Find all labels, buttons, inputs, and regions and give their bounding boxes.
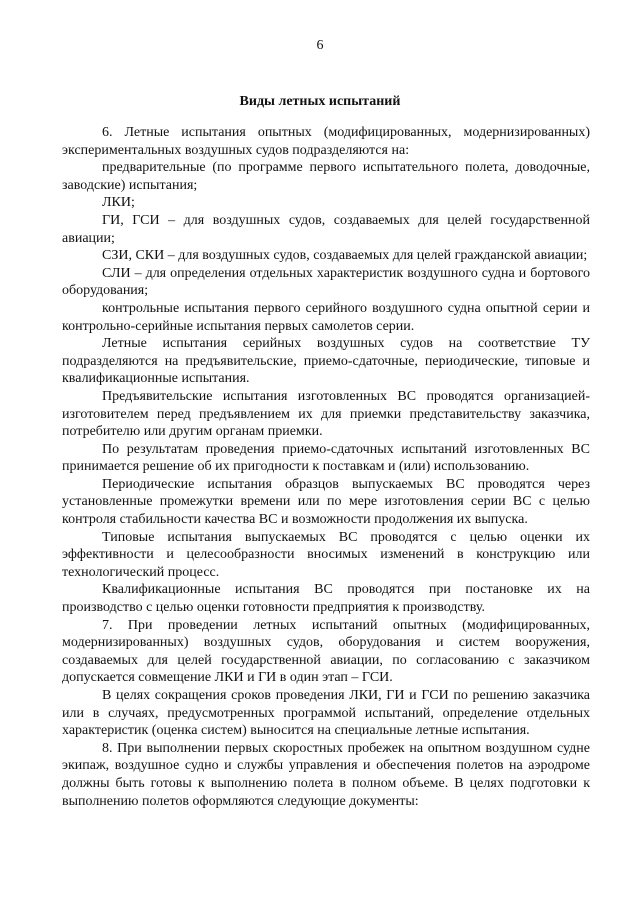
page-number: 6 <box>316 38 324 53</box>
paragraph-serial-tests: Летные испытания серийных воздушных судов на соответствие ТУ подразделяются на предъявительские, приемо-сдаточные, периодические, типовые и квалификационные испытания. <box>62 336 590 387</box>
paragraph-periodic-tests: Периодические испытания образцов выпускаемых ВС проводятся через установленные промежутки времени или по мере изготовления серии ВС с целью контроля стабильности качества ВС и возможности продолжения их выпуска. <box>62 476 590 528</box>
paragraph-type-tests: Типовые испытания выпускаемых ВС проводятся с целью оценки их эффективности и целесообразности вносимых изменений в конструкцию или технологический процесс. <box>62 529 590 580</box>
paragraph-7-timing: В целях сокращения сроков проведения ЛКИ, ГИ и ГСИ по решению заказчика или в случаях, предусмотренных программой испытаний, определение отдельных характеристик (оценка систем) выносится на специальные летные испытания. <box>62 688 590 739</box>
body-text <box>62 124 590 810</box>
paragraph-7: 7. При проведении летных испытаний опытных (модифицированных, модернизированных) воздушных судов, оборудования и систем вооружения, создаваемых для целей государственной авиации, по согласованию с заказчиком допускается совмещение ЛКИ и ГИ в один этап – ГСИ. <box>62 617 590 686</box>
paragraph-qualification-tests: Квалификационные испытания ВС проводятся при постановке их на производство с целью оценки готовности предприятия к производству. <box>62 582 590 616</box>
list-item-lki: ЛКИ; <box>102 195 135 211</box>
paragraph-8: 8. При выполнении первых скоростных пробежек на опытном воздушном судне экипаж, воздушное судно и службы управления и обеспечения полетов на аэродроме должны быть готовы к выполнению полета в полном объеме. В целях подготовки к выполнению полетов оформляются следующие документы: <box>62 740 590 809</box>
list-item-preliminary-tests: предварительные (по программе первого испытательного полета, доводочные, заводские) испытания; <box>62 160 590 193</box>
list-item-szi-ski: СЗИ, СКИ – для воздушных судов, создаваемых для целей гражданской авиации; <box>102 248 588 264</box>
list-item-gi-gsi: ГИ, ГСИ – для воздушных судов, создаваемых для целей государственной авиации; <box>62 212 590 246</box>
list-item-control-tests: контрольные испытания первого серийного воздушного судна опытной серии и контрольно-серийные испытания первых самолетов серии. <box>62 300 590 334</box>
list-item-sli: СЛИ – для определения отдельных характеристик воздушного судна и бортового оборудования; <box>62 265 590 299</box>
paragraph-acceptance-tests: По результатам проведения приемо-сдаточных испытаний изготовленных ВС принимается решение об их пригодности к поставкам и (или) использованию. <box>62 441 590 475</box>
section-heading: Виды летных испытаний <box>239 94 401 109</box>
paragraph-presentation-tests: Предъявительские испытания изготовленных ВС проводятся организацией-изготовителем перед предъявлением их для приемки представительству заказчика, потребителю или другим органам приемки. <box>62 388 590 440</box>
paragraph-6-intro: 6. Летные испытания опытных (модифицированных, модернизированных) экспериментальных воздушных судов подразделяются на: <box>62 125 590 158</box>
